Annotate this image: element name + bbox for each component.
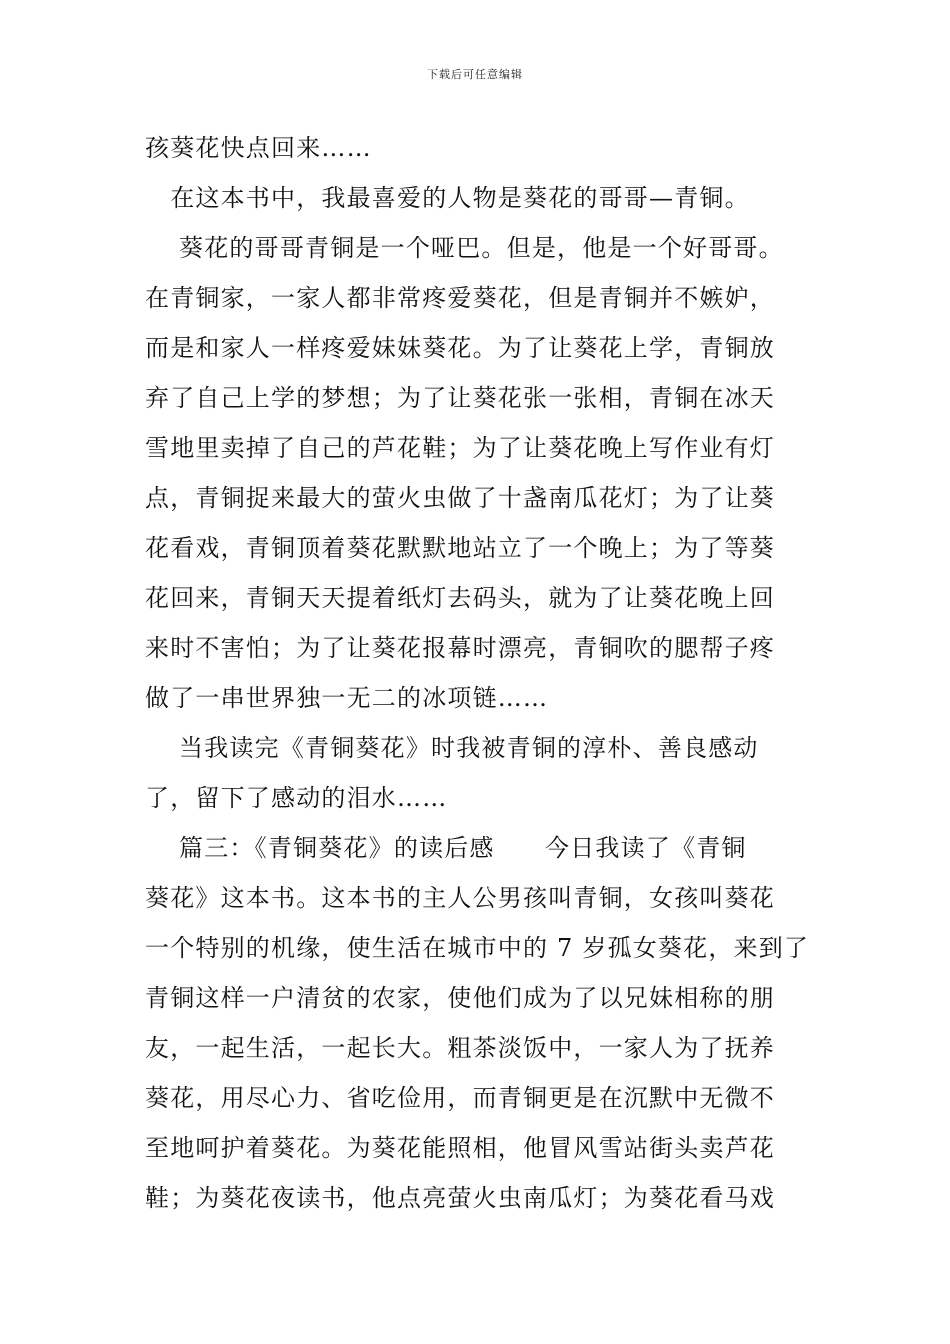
text-line: 在青铜家，一家人都非常疼爱葵花，但是青铜并不嫉妒， bbox=[145, 284, 775, 312]
text-line: 在这本书中，我最喜爱的人物是葵花的哥哥—青铜。 bbox=[145, 184, 750, 212]
text-line: 一个特别的机缘，使生活在城市中的 7 岁孤女葵花，来到了 bbox=[145, 934, 810, 962]
text-line: 葵花，用尽心力、省吃俭用，而青铜更是在沉默中无微不 bbox=[145, 1084, 775, 1112]
text-line: 至地呵护着葵花。为葵花能照相，他冒风雪站街头卖芦花 bbox=[145, 1134, 775, 1162]
text-line: 青铜这样一户清贫的农家，使他们成为了以兄妹相称的朋 bbox=[145, 984, 775, 1012]
text-line: 花看戏，青铜顶着葵花默默地站立了一个晚上；为了等葵 bbox=[145, 534, 775, 562]
text-line: 鞋；为葵花夜读书，他点亮萤火虫南瓜灯；为葵花看马戏 bbox=[145, 1184, 775, 1212]
text-line: 篇三：《青铜葵花》的读后感 今日我读了《青铜 bbox=[145, 834, 747, 862]
text-line: 做了一串世界独一无二的冰项链…… bbox=[145, 684, 549, 712]
text-line: 葵花的哥哥青铜是一个哑巴。但是，他是一个好哥哥。 bbox=[145, 234, 784, 262]
text-line: 花回来，青铜天天提着纸灯去码头，就为了让葵花晚上回 bbox=[145, 584, 775, 612]
text-line: 雪地里卖掉了自己的芦花鞋；为了让葵花晚上写作业有灯 bbox=[145, 434, 775, 462]
text-line: 了，留下了感动的泪水…… bbox=[145, 784, 448, 812]
text-line: 友，一起生活，一起长大。粗茶淡饭中，一家人为了抚养 bbox=[145, 1034, 775, 1062]
text-line: 弃了自己上学的梦想；为了让葵花张一张相，青铜在冰天 bbox=[145, 384, 775, 412]
page-header: 下载后可任意编辑 bbox=[427, 68, 523, 81]
text-line: 当我读完《青铜葵花》时我被青铜的淳朴、善良感动 bbox=[145, 734, 759, 762]
text-line: 葵花》这本书。这本书的主人公男孩叫青铜，女孩叫葵花 bbox=[145, 884, 775, 912]
text-line: 点，青铜捉来最大的萤火虫做了十盏南瓜花灯；为了让葵 bbox=[145, 484, 775, 512]
text-line: 而是和家人一样疼爱妹妹葵花。为了让葵花上学，青铜放 bbox=[145, 334, 775, 362]
text-line: 孩葵花快点回来…… bbox=[145, 134, 372, 162]
text-line: 来时不害怕；为了让葵花报幕时漂亮，青铜吹的腮帮子疼 bbox=[145, 634, 775, 662]
